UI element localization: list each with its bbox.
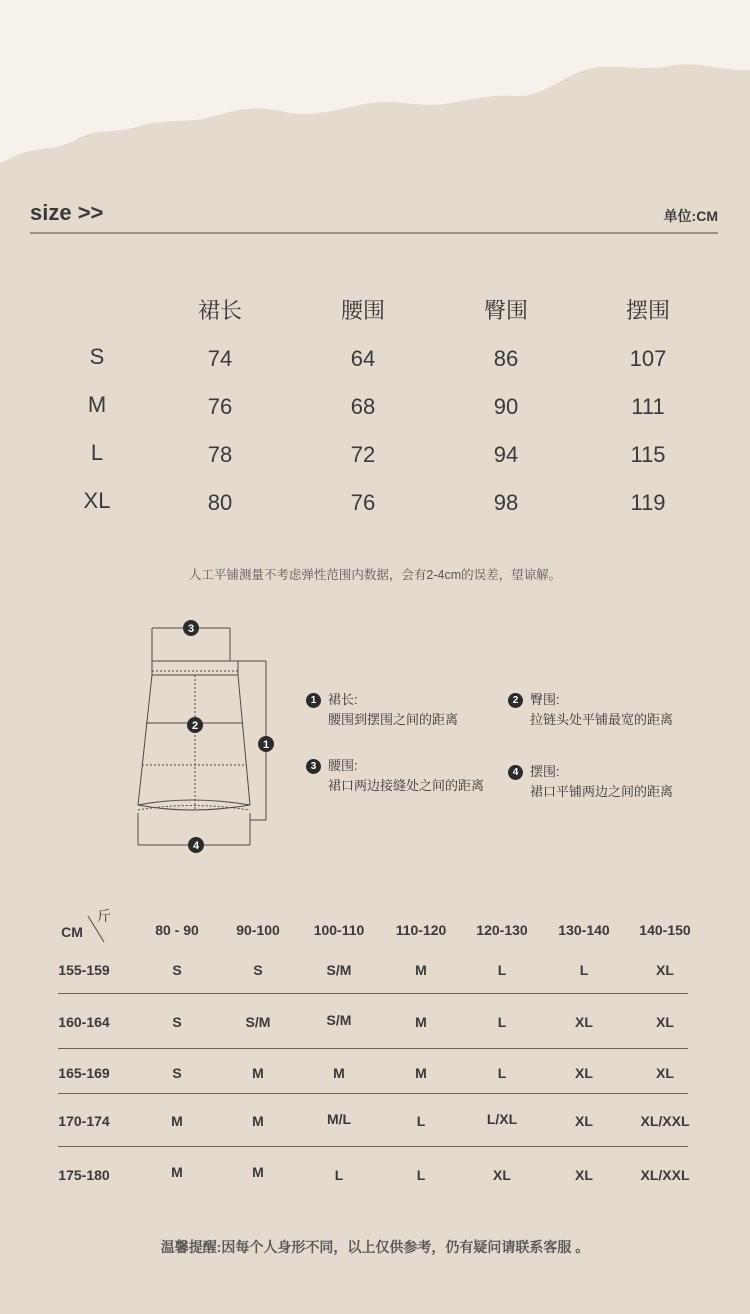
skirt-diagram [130,615,290,860]
cell-value: 76 [350,490,376,515]
size-cell: L [416,1113,426,1129]
weight-header: 140-150 [639,922,691,938]
col-header: 摆围 [625,298,671,323]
size-cell: S [172,1014,182,1030]
size-cell: XL/XXL [640,1113,690,1129]
row-divider [58,1093,688,1094]
weight-header: 110-120 [395,922,447,938]
size-cell: XL [575,1113,593,1129]
legend-item-hip [512,690,674,730]
legend-number: 3 [306,759,321,774]
reminder-footer: 温馨提醒:因每个人身形不同，以上仅供参考，仍有疑问请联系客服 。 [160,1239,590,1255]
legend-item-length [310,690,459,730]
cell-value: 94 [493,442,519,467]
size-cell: L [334,1167,344,1183]
size-cell: M [415,962,427,978]
row-size: L [90,440,104,465]
size-cell: XL [656,962,674,978]
size-title: size >> [30,200,104,225]
weight-header: 80 - 90 [155,922,199,938]
cell-value: 78 [207,442,233,467]
measurement-note: 人工平铺测量不考虑弹性范围内数据，会有2-4cm的误差，望谅解。 [188,568,562,582]
row-size: M [87,392,107,417]
size-cell: XL [656,1065,674,1081]
cell-value: 111 [631,394,665,419]
height-label: 170-174 [58,1113,110,1129]
legend-number: 1 [306,693,321,708]
row-divider [58,993,688,994]
svg-text:1: 1 [262,739,270,751]
section-header [30,198,718,234]
size-cell: S/M [245,1014,271,1030]
row-size: XL [83,488,111,513]
height-label: 165-169 [58,1065,110,1081]
marker-3-icon [183,620,199,636]
row-divider [58,1146,688,1147]
size-cell: M [171,1164,183,1180]
corner-label-weight: 斤 [97,908,111,924]
svg-text:2: 2 [191,720,199,732]
size-cell: S/M [326,1012,352,1028]
size-cell: S [172,962,182,978]
cell-value: 74 [207,346,233,371]
cell-value: 119 [630,490,666,515]
legend-title: 摆围: [530,764,560,779]
legend-title: 腰围: [328,758,358,773]
col-header: 腰围 [340,298,386,323]
size-cell: L [579,962,589,978]
size-cell: M [171,1113,183,1129]
legend-number: 4 [508,765,523,780]
cell-value: 72 [350,442,376,467]
height-label: 160-164 [58,1014,110,1030]
weight-header: 130-140 [558,922,610,938]
size-cell: L [497,1065,507,1081]
size-cell: XL [493,1167,511,1183]
legend-desc: 裙口平铺两边之间的距离 [530,784,674,799]
size-cell: M [252,1065,264,1081]
legend-desc: 腰围到摆围之间的距离 [328,712,459,727]
size-cell: L [497,1014,507,1030]
svg-text:4: 4 [192,840,200,852]
col-header: 臀围 [483,298,529,323]
legend-desc: 拉链头处平铺最宽的距离 [530,712,674,727]
size-cell: XL [656,1014,674,1030]
size-cell: L/XL [486,1111,518,1127]
col-header: 裙长 [197,298,243,323]
cell-value: 86 [493,346,519,371]
corner-label-height: CM [61,924,83,940]
weight-header: 100-110 [313,922,365,938]
size-cell: M [415,1014,427,1030]
legend-number: 2 [508,693,523,708]
legend-title: 裙长: [328,692,358,707]
legend-item-waist [310,756,485,796]
cell-value: 98 [493,490,519,515]
cell-value: 80 [207,490,233,515]
size-cell: L [497,962,507,978]
size-cell: M/L [326,1111,352,1127]
size-cell: M [415,1065,427,1081]
size-cell: S [172,1065,182,1081]
size-cell: M [333,1065,345,1081]
marker-2-icon [187,717,203,733]
size-cell: XL [575,1167,593,1183]
cell-value: 76 [207,394,233,419]
row-size: S [89,344,105,369]
unit-label: 单位:CM [663,208,718,224]
marker-4-icon [188,837,204,853]
legend-title: 臀围: [530,692,560,707]
torn-paper-background [0,0,750,200]
size-cell: M [252,1113,264,1129]
size-cell: L [416,1167,426,1183]
cell-value: 68 [350,394,376,419]
row-divider [58,1048,688,1049]
cell-value: 115 [630,442,666,467]
size-cell: XL [575,1014,593,1030]
legend-item-hem [512,762,674,802]
size-cell: S/M [326,962,352,978]
height-label: 175-180 [58,1167,110,1183]
cell-value: 107 [629,346,667,371]
size-cell: XL [575,1065,593,1081]
height-label: 155-159 [58,962,110,978]
cell-value: 90 [493,394,519,419]
size-cell: XL/XXL [640,1167,690,1183]
svg-text:3: 3 [187,623,195,635]
size-cell: M [252,1164,264,1180]
marker-1-icon [258,736,274,752]
legend-desc: 裙口两边接缝处之间的距离 [328,778,485,793]
size-cell: S [253,962,263,978]
weight-header: 120-130 [476,922,528,938]
cell-value: 64 [350,346,376,371]
weight-header: 90-100 [236,922,280,938]
